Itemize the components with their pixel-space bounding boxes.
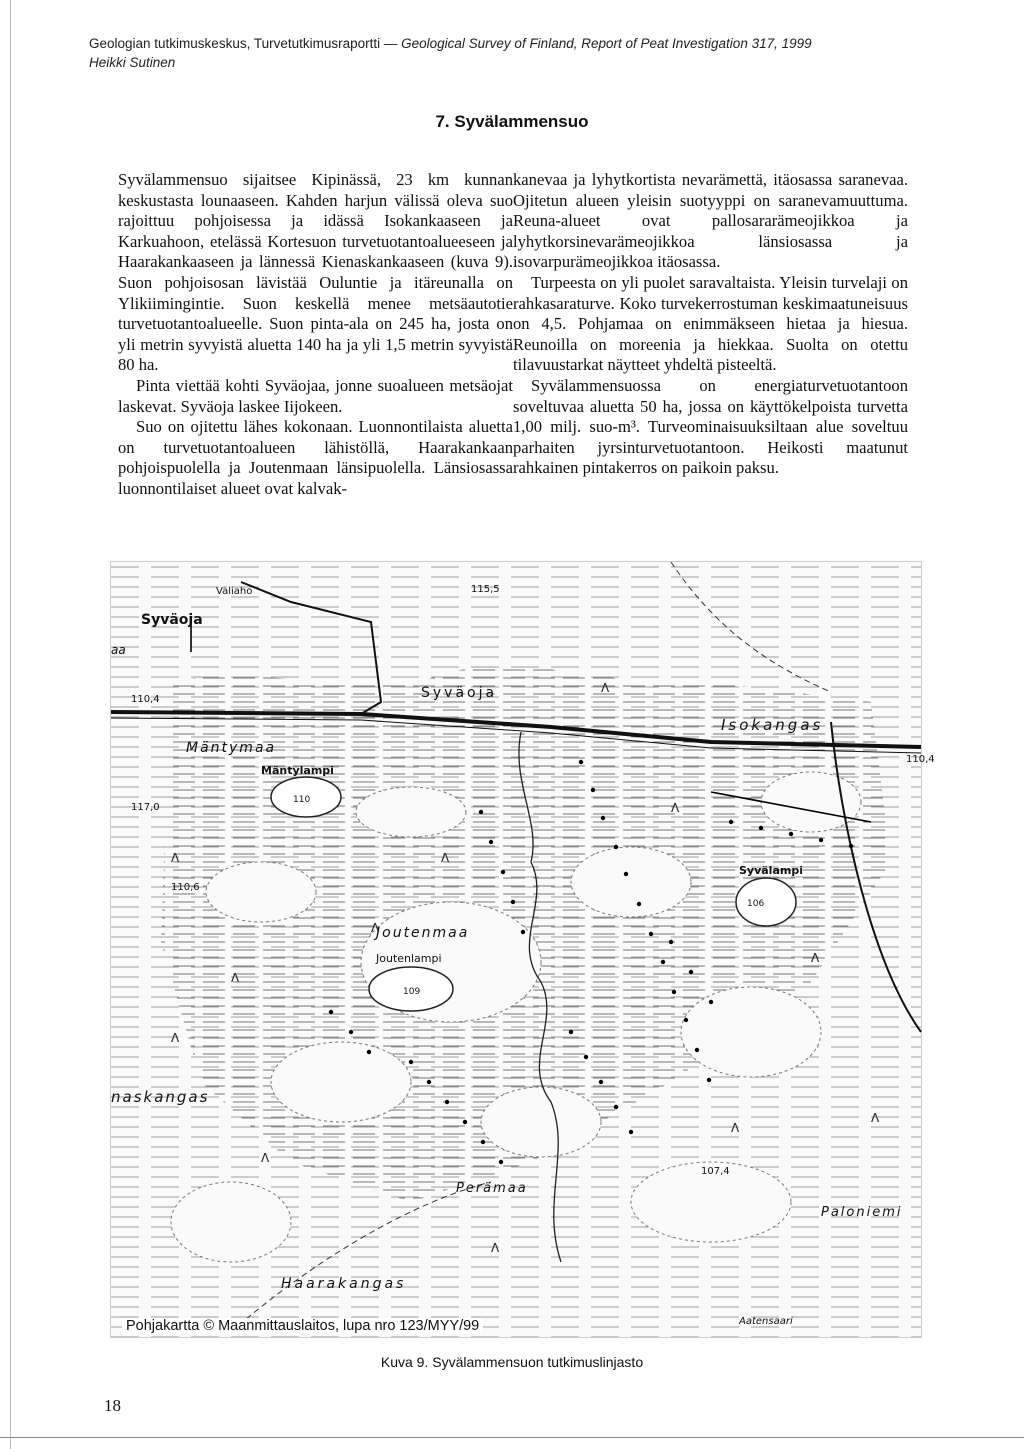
map-label-joutenlampi: Joutenlampi (376, 952, 442, 965)
header-author: Heikki Sutinen (89, 55, 176, 70)
paragraph: Syvälammensuossa on energiaturvetuotantoon soveltuvaa aluetta 50 ha, jossa on käyttökelpoista turvetta 1,00 milj. suo-m³. Turveominaisuuksiltaan alue soveltuu parhaiten jyrsinturvetuotantoon. Heikosti maatunut rahkainen pintakerros on paikoin paksu. (513, 375, 908, 478)
header-line-1 (89, 34, 969, 53)
header-publisher: Geologian tutkimuskeskus, Turvetutkimusraportti — (89, 36, 402, 51)
svg-text:Λ: Λ (171, 1031, 180, 1045)
map-label-elev-1155: 115,5 (471, 584, 500, 595)
scan-bottom-line (0, 1437, 1024, 1438)
paragraph: Syvälammensuo sijaitsee Kipinässä, 23 km kunnan keskustasta lounaaseen. Kahden harjun välissä oleva suo rajoittuu pohjoisessa ja idässä Isokankaaseen ja Karkuahoon, etelässä Kortesuon turvetuotantoalueeseen ja Haarakankaaseen ja lännessä Kienaskankaaseen (kuva 9). Suon pohjoisosan lävistää Ouluntie ja itäreunalla on Ylikiimingintie. Suon keskellä menee metsäautotie turvetuotantoalueelle. Suon pinta-ala on 245 ha, josta on yli metrin syvyistä aluetta 140 ha ja yli 1,5 metrin syvyistä 80 ha. (118, 170, 513, 375)
header-series: Geological Survey of Finland, Report of Peat Investigation 317, 1999 (401, 36, 812, 51)
paragraph: Pinta viettää kohti Syväojaa, jonne suoalueen metsäojat laskevat. Syväoja laskee Iijokeen. (118, 375, 513, 416)
right-column (513, 170, 908, 479)
page-header (89, 34, 969, 72)
map-label-valiaho: Väliaho (216, 586, 253, 597)
left-column (118, 170, 513, 500)
map-label-naskangas: naskangas (111, 1088, 210, 1106)
map-label-haarakangas: Haarakangas (281, 1276, 407, 1292)
map-drawing (111, 562, 935, 1337)
topographic-map (110, 561, 935, 1338)
map-label-elev-117: 117,0 (131, 802, 160, 813)
map-label-aatensaari: Aatensaari (739, 1316, 793, 1327)
section-title: 7. Syvälammensuo (435, 112, 589, 131)
svg-text:Λ: Λ (371, 921, 380, 935)
map-label-aa: aa (111, 643, 126, 657)
svg-text:Λ: Λ (871, 1111, 880, 1125)
map-label-mantymaa: Mäntymaa (186, 740, 277, 756)
svg-text:Λ: Λ (811, 951, 820, 965)
svg-text:Λ: Λ (491, 1241, 500, 1255)
paragraph: Turpeesta on yli puolet saravaltaista. Yleisin turvelaji on rahkasaraturve. Koko turvekerrostuman keskimaatuneisuus on 4,5. Pohjamaa on enimmäkseen hietaa ja hiesua. Reunoilla on moreenia ja hiekkaa. Suolta on otettu tilavuustarkat näytteet yhdeltä pisteeltä. (513, 272, 908, 375)
svg-text:Λ: Λ (731, 1121, 740, 1135)
map-label-paloniemi: Paloniemi (821, 1205, 903, 1220)
map-label-joutenmaa: Joutenmaa (376, 925, 470, 941)
scan-margin-line (10, 0, 11, 1449)
map-label-mantylampi: Mäntylampi (261, 764, 334, 777)
svg-text:Λ: Λ (671, 801, 680, 815)
map-label-syvalampi: Syvälampi (739, 864, 803, 877)
svg-text:Λ: Λ (601, 681, 610, 695)
map-label-isokangas: Isokangas (721, 716, 824, 734)
map-label-elev-1104: 110,4 (906, 754, 935, 765)
paragraph: kanevaa ja lyhytkortista nevarämettä, itäosassa saranevaa. Ojitetun alueen yleisin suotyyppi on saranevamuuttuma. Reuna-alueet ovat pallosararämeojikkoa ja lyhytkorsinevarämeojikkoa länsiosassa ja isovarpurämeojikkoa itäosassa. (513, 170, 908, 272)
map-label-elev-1104a: 110,4 (131, 694, 160, 705)
map-label-elev-106: 106 (747, 899, 765, 909)
map-label-elev-1106: 110,6 (171, 882, 200, 893)
map-label-elev-110: 110 (293, 795, 311, 805)
map-label-elev-1074: 107,4 (701, 1166, 730, 1177)
svg-text:Λ: Λ (231, 971, 240, 985)
paragraph: Suo on ojitettu lähes kokonaan. Luonnontilaista aluetta on turvetuotantoalueen lähistöllä, Haarakankaan pohjoispuolella ja Joutenmaan länsipuolella. Länsiosassa luonnontilaiset alueet ovat kalvak- (118, 417, 513, 498)
map-label-syvaoja-2: Syväoja (421, 685, 498, 701)
page-number: 18 (104, 1396, 121, 1415)
map-credit: Pohjakartta © Maanmittauslaitos, lupa nro 123/MYY/99 (122, 1318, 483, 1334)
map-label-syvaoja: Syväoja (141, 612, 203, 628)
svg-text:Λ: Λ (171, 851, 180, 865)
map-label-elev-109: 109 (403, 987, 421, 997)
figure-caption: Kuva 9. Syvälammensuon tutkimuslinjasto (380, 1354, 644, 1370)
svg-text:Λ: Λ (441, 851, 450, 865)
svg-text:Λ: Λ (261, 1151, 270, 1165)
map-label-peramaa: Perämaa (456, 1181, 528, 1196)
